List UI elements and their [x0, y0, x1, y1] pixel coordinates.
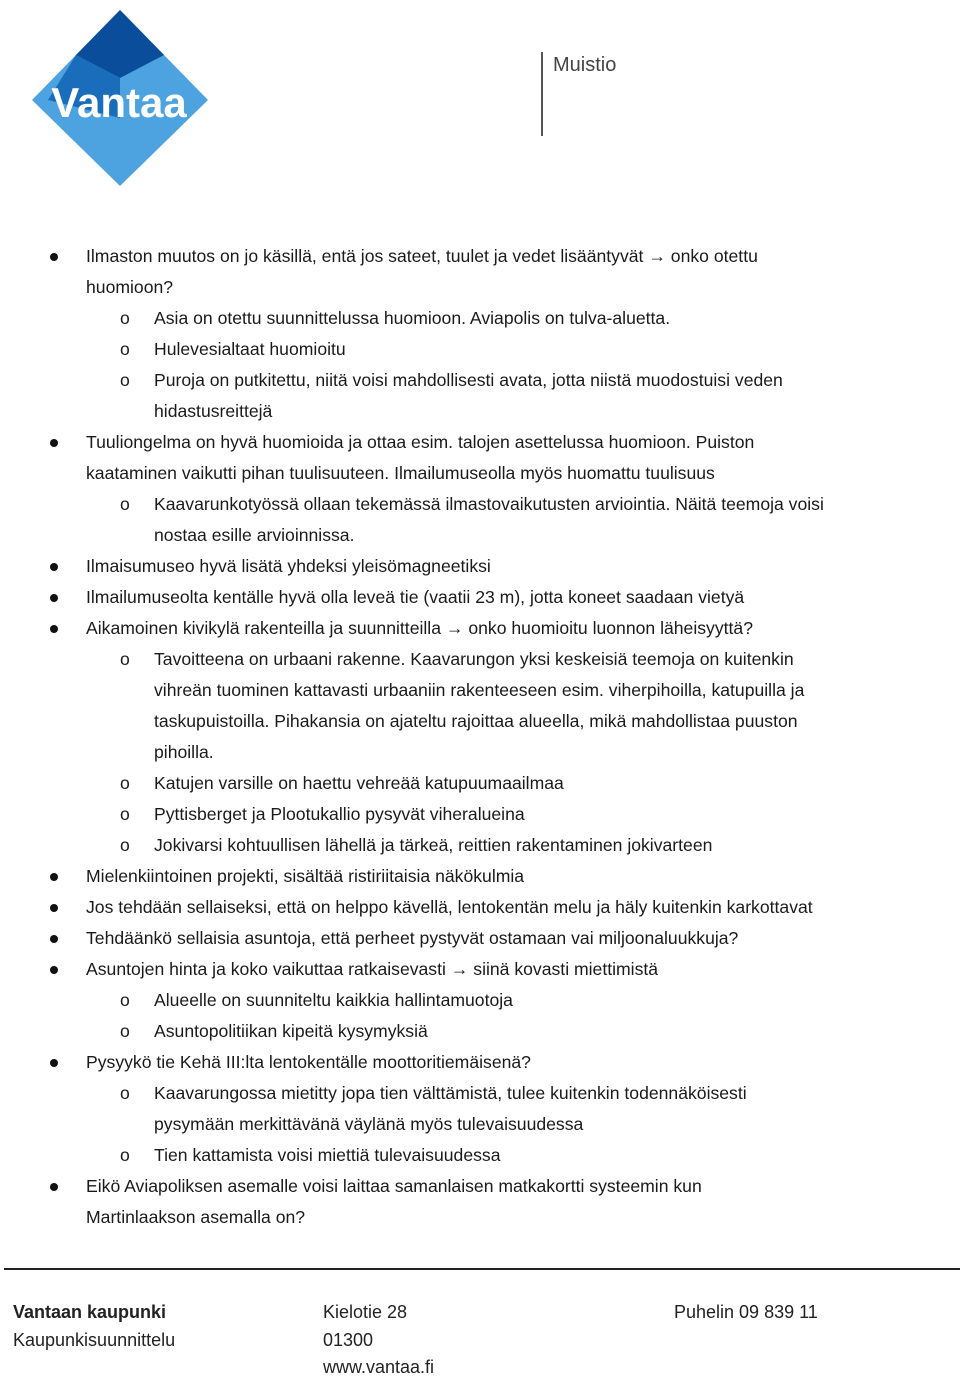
sub-bullet-icon: o: [120, 308, 130, 328]
sub-bullet-icon: o: [120, 990, 130, 1010]
list-item-text: Martinlaakson asemalla on?: [86, 1207, 306, 1227]
footer-web: www.vantaa.fi: [323, 1357, 435, 1377]
list-item-text: Asuntojen hinta ja koko vaikuttaa ratkaisevasti → siinä kovasti miettimistä: [86, 959, 659, 979]
sub-bullet-icon: o: [120, 649, 130, 669]
list-item-text: Jos tehdään sellaiseksi, että on helppo kävellä, lentokentän melu ja häly kuitenkin karkottavat: [86, 897, 813, 917]
sub-list-item: [0, 1109, 960, 1140]
list-item-text: hidastusreittejä: [154, 401, 273, 421]
sub-list-item: [0, 489, 960, 520]
list-item: [0, 241, 960, 272]
sub-list-item: [0, 1140, 960, 1171]
list-item-text: Tien kattamista voisi miettiä tulevaisuudessa: [154, 1145, 501, 1165]
list-item-text: Asia on otettu suunnittelussa huomioon. Aviapolis on tulva-aluetta.: [154, 308, 671, 328]
list-item: [0, 427, 960, 458]
sub-list-item: [0, 520, 960, 551]
footer-street: Kielotie 28: [323, 1302, 408, 1322]
list-item-text: Alueelle on suunniteltu kaikkia hallintamuotoja: [154, 990, 513, 1010]
logo-text: Vantaa: [51, 79, 187, 126]
list-item: [0, 954, 960, 985]
sub-list-item: [0, 334, 960, 365]
list-item: [0, 892, 960, 923]
footer-postcode: 01300: [323, 1330, 374, 1350]
list-item-text: Ilmailumuseolta kentälle hyvä olla leveä tie (vaatii 23 m), jotta koneet saadaan vietyä: [86, 587, 745, 607]
sub-bullet-icon: o: [120, 804, 130, 824]
list-item-text: Tehdäänkö sellaisia asuntoja, että perheet pystyvät ostamaan vai miljoonaluukkuja?: [86, 928, 739, 948]
footer-phone: Puhelin 09 839 11: [674, 1302, 818, 1322]
bullet-dot-icon: [50, 563, 58, 571]
list-item: [0, 1047, 960, 1078]
list-item: [0, 1202, 960, 1233]
list-item-text: taskupuistoilla. Pihakansia on ajateltu rajoittaa alueella, mikä mahdollistaa puuston: [154, 711, 798, 731]
list-item-text: nostaa esille arvioinnissa.: [154, 525, 355, 545]
sub-list-item: [0, 1016, 960, 1047]
sub-list-item: [0, 675, 960, 706]
list-item: [0, 582, 960, 613]
sub-bullet-icon: o: [120, 1083, 130, 1103]
footer-org: Vantaan kaupunki: [13, 1302, 167, 1322]
list-item-text: kaataminen vaikutti pihan tuulisuuteen. Ilmailumuseolla myös huomattu tuulisuus: [86, 463, 715, 483]
sub-list-item: [0, 365, 960, 396]
list-item-text: Hulevesialtaat huomioitu: [154, 339, 346, 359]
list-item: [0, 861, 960, 892]
sub-list-item: [0, 799, 960, 830]
list-item-text: Asuntopolitiikan kipeitä kysymyksiä: [154, 1021, 428, 1041]
list-item: [0, 272, 960, 303]
list-item-text: Mielenkiintoinen projekti, sisältää ristiriitaisia näkökulmia: [86, 866, 525, 886]
list-item: [0, 1171, 960, 1202]
list-item: [0, 551, 960, 582]
sub-list-item: [0, 396, 960, 427]
list-item-text: vihreän tuominen kattavasti urbaaniin rakenteeseen esim. viherpihoilla, katupuilla ja: [154, 680, 805, 700]
header-divider: [541, 52, 543, 136]
list-item: [0, 458, 960, 489]
bullet-dot-icon: [50, 1183, 58, 1191]
sub-list-item: [0, 706, 960, 737]
list-item-text: Tavoitteena on urbaani rakenne. Kaavarungon yksi keskeisiä teemoja on kuitenkin: [154, 649, 794, 669]
list-item-text: Ilmaston muutos on jo käsillä, entä jos sateet, tuulet ja vedet lisääntyvät → onko otettu: [86, 246, 758, 266]
list-item-text: Pysyykö tie Kehä III:lta lentokentälle moottoritiemäisenä?: [86, 1052, 531, 1072]
memo-content: [0, 241, 960, 1233]
sub-bullet-icon: o: [120, 370, 130, 390]
sub-list-item: [0, 303, 960, 334]
sub-list-item: [0, 737, 960, 768]
bullet-dot-icon: [50, 873, 58, 881]
list-item-text: Pyttisberget ja Plootukallio pysyvät viheralueina: [154, 804, 525, 824]
footer-rule: [4, 1268, 960, 1270]
sub-bullet-icon: o: [120, 773, 130, 793]
sub-list-item: [0, 644, 960, 675]
document-type: Muistio: [553, 54, 617, 76]
bullet-dot-icon: [50, 966, 58, 974]
list-item-text: Katujen varsille on haettu vehreää katupuumaailmaa: [154, 773, 564, 793]
sub-bullet-icon: o: [120, 494, 130, 514]
sub-bullet-icon: o: [120, 1145, 130, 1165]
bullet-dot-icon: [50, 253, 58, 261]
bullet-dot-icon: [50, 935, 58, 943]
sub-bullet-icon: o: [120, 1021, 130, 1041]
list-item-text: pihoilla.: [154, 742, 214, 762]
sub-list-item: [0, 768, 960, 799]
list-item: [0, 613, 960, 644]
sub-bullet-icon: o: [120, 835, 130, 855]
sub-list-item: [0, 830, 960, 861]
list-item-text: Puroja on putkitettu, niitä voisi mahdollisesti avata, jotta niistä muodostuisi veden: [154, 370, 783, 390]
sub-bullet-icon: o: [120, 339, 130, 359]
list-item-text: Eikö Aviapoliksen asemalle voisi laittaa samanlaisen matkakortti systeemin kun: [86, 1176, 702, 1196]
bullet-dot-icon: [50, 594, 58, 602]
bullet-dot-icon: [50, 904, 58, 912]
list-item-text: Aikamoinen kivikylä rakenteilla ja suunnitteilla → onko huomioitu luonnon läheisyyttä?: [86, 618, 753, 638]
list-item-text: Ilmaisumuseo hyvä lisätä yhdeksi yleisömagneetiksi: [86, 556, 491, 576]
sub-list-item: [0, 985, 960, 1016]
list-item-text: Tuuliongelma on hyvä huomioida ja ottaa esim. talojen asettelussa huomioon. Puiston: [86, 432, 755, 452]
bullet-dot-icon: [50, 625, 58, 633]
bullet-dot-icon: [50, 439, 58, 447]
vantaa-logo: [28, 8, 210, 186]
list-item-text: Kaavarungossa mietitty jopa tien välttämistä, tulee kuitenkin todennäköisesti: [154, 1083, 747, 1103]
sub-list-item: [0, 1078, 960, 1109]
list-item-text: pysymään merkittävänä väylänä myös tulevaisuudessa: [154, 1114, 584, 1134]
list-item-text: Jokivarsi kohtuullisen lähellä ja tärkeä, reittien rakentaminen jokivarteen: [154, 835, 713, 855]
list-item-text: huomioon?: [86, 277, 174, 297]
footer-dept: Kaupunkisuunnittelu: [13, 1330, 176, 1350]
bullet-dot-icon: [50, 1059, 58, 1067]
list-item: [0, 923, 960, 954]
list-item-text: Kaavarunkotyössä ollaan tekemässä ilmastovaikutusten arviointia. Näitä teemoja voisi: [154, 494, 824, 514]
